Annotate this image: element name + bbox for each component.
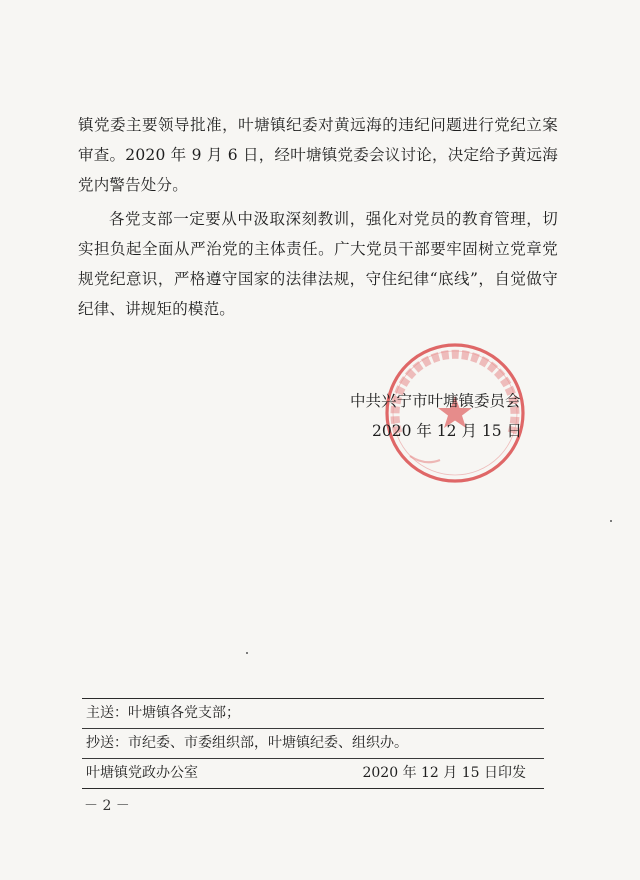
document-body bbox=[78, 110, 558, 324]
main-recipients: 主送：叶塘镇各党支部； bbox=[86, 705, 240, 721]
body-paragraph-2: 各党支部一定要从中汲取深刻教训，强化对党员的教育管理，切实担负起全面从严治党的主体责任。广大党员干部要牢固树立党章党规党纪意识，严格遵守国家的法律法规，守住纪律“底线”，自觉做守纪律、讲规矩的模范。 bbox=[78, 210, 558, 318]
body-paragraph-1: 镇党委主要领导批准，叶塘镇纪委对黄远海的违纪问题进行党纪立案审查。2020 年 9 月 6 日，经叶塘镇党委会议讨论，决定给予黄远海党内警告处分。 bbox=[78, 116, 558, 194]
scan-speck bbox=[610, 520, 612, 522]
signature-date: 2020 年 12 月 15 日 bbox=[372, 422, 523, 440]
page-number: － 2 － bbox=[84, 798, 130, 814]
issuer-office: 叶塘镇党政办公室 bbox=[86, 765, 198, 781]
footer-bottom-rule bbox=[82, 788, 544, 789]
cc-recipients: 抄送：市纪委、市委组织部，叶塘镇纪委、组织办。 bbox=[86, 735, 408, 751]
distribution-footer bbox=[82, 698, 544, 789]
signature-block bbox=[350, 386, 570, 446]
scan-speck bbox=[246, 652, 248, 654]
issuer-row bbox=[82, 759, 544, 788]
issue-date: 2020 年 12 月 15 日印发 bbox=[362, 765, 526, 781]
signature-organization: 中共兴宁市叶塘镇委员会 bbox=[350, 392, 521, 410]
